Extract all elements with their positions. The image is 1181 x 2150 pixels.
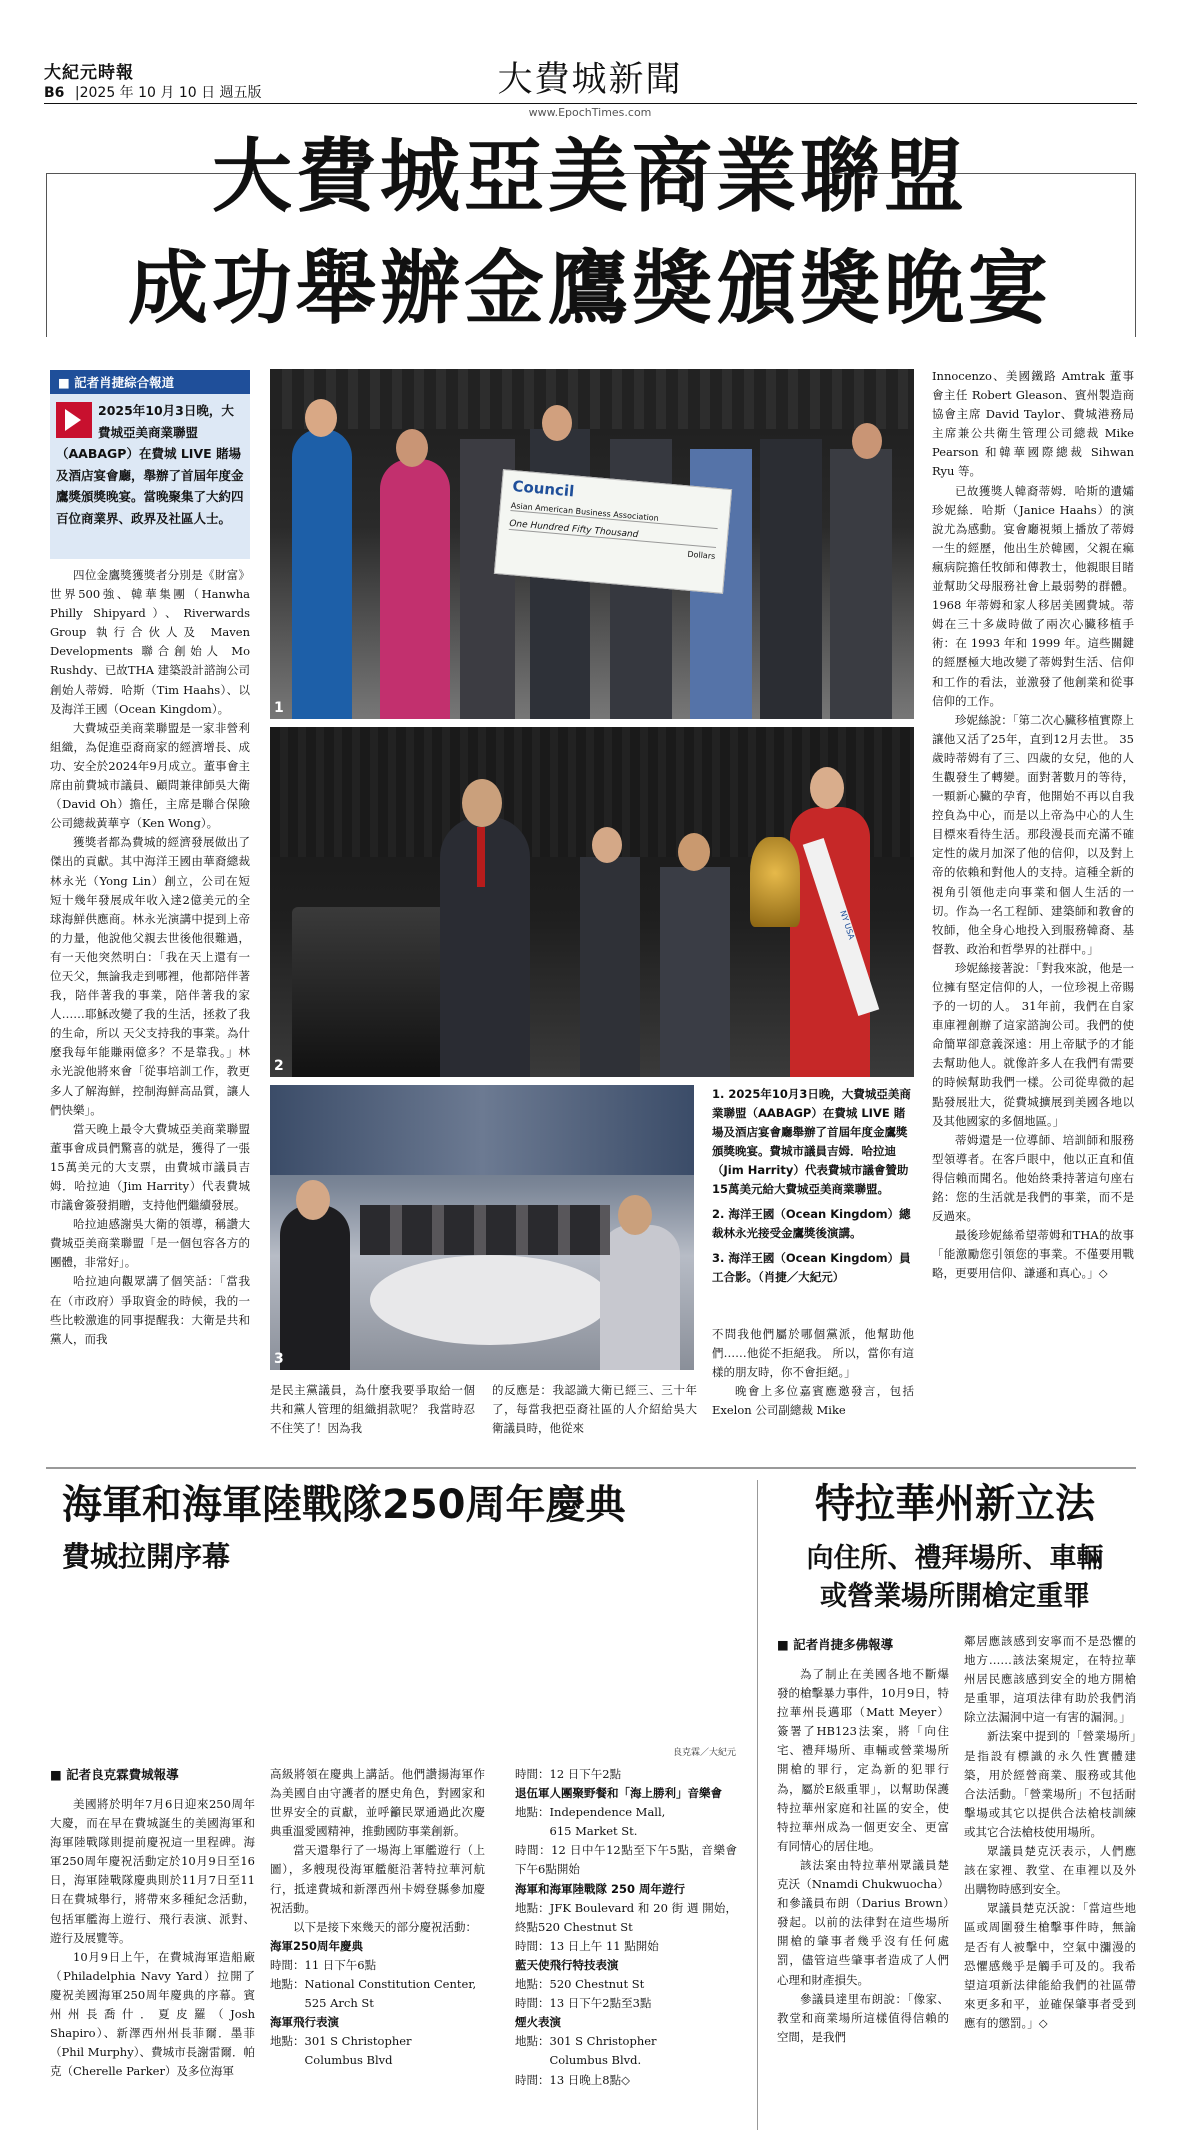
schedule-line: 時間：12 日中午12點至下午5點，音樂會下午6點開始 xyxy=(515,1843,737,1877)
paper-logo: 大紀元時報 xyxy=(44,63,134,83)
main-col-3 xyxy=(492,1381,697,1461)
navy-subhead: 費城拉開序幕 xyxy=(62,1540,231,1573)
schedule-heading: 退伍軍人團聚野餐和「海上勝利」音樂會 xyxy=(515,1786,722,1801)
photo-number: 3 xyxy=(274,1351,284,1367)
paragraph: 四位金鷹獎獲獎者分別是《財富》世界500強、韓華集團（Hanwha Philly Shipyard）、Riverwards Group 執行合伙人及 Maven Developments 聯合創始人 Mo Rushdy、已故THA 建築設計諮詢公司創始人蒂姆．哈斯（Tim Haahs）、以及海洋王國（Ocean Kingdom）。 xyxy=(50,568,250,716)
navy-col-3 xyxy=(515,1765,737,2135)
delaware-headline: 特拉華州新立法 xyxy=(815,1481,1095,1527)
schedule-line: 時間：13 日上午 11 點開始 xyxy=(515,1938,659,1953)
main-headline-1: 大費城亞美商業聯盟 xyxy=(212,129,968,223)
schedule-heading: 海軍和海軍陸戰隊 250 周年遊行 xyxy=(515,1881,686,1896)
lede-text: 2025年10月3日晚，大費城亞美商業聯盟（AABAGP）在費城 LIVE 賭場及酒店宴會廳，舉辦了首屆年度金鷹獎頒獎晚宴。當晚聚集了大約四百位商業界、政界及社區人士。 xyxy=(56,403,244,526)
main-col-5 xyxy=(932,367,1134,1467)
paragraph: 獲獎者都為費城的經濟發展做出了傑出的貢獻。其中海洋王國由華裔總裁林永光（Yong Lin）創立，公司在短短十幾年發展成年收入達2億美元的全球海鮮供應商。林永光演講中提到上帝的力量，他說他父親去世後他很難過，有一天他突然明白：「我在天上還有一位天父，無論我走到哪裡，他都陪伴著我，陪伴著我的事業，陪伴著我的家人……耶穌改變了我的生活，拯救了我的生命，所以 天父支持我的事業。為什麼我每年能賺兩億多？不是靠我。」林永光說他將來會「從事培訓工作，教更多人了解海鮮，控制海鮮高品質，讓人們快樂」。 xyxy=(50,835,250,1117)
site-url: www.EpochTimes.com xyxy=(528,106,652,119)
paragraph: 新法案中提到的「營業場所」是指設有標識的永久性實體建築，用於經營商業、服務或其他合法活動。「營業場所」不包括耐擊場或其它以提供合法槍枝訓練或其它合法槍枝使用場所。 xyxy=(964,1729,1136,1839)
paragraph: 晚會上多位嘉賓應邀發言，包括 Exelon 公司副總裁 Mike xyxy=(712,1384,914,1418)
main-col-1 xyxy=(50,566,250,1436)
lede-box xyxy=(50,394,250,559)
paragraph: 大費城亞美商業聯盟是一家非營利組織，為促進亞裔商家的經濟增長、成功、安全於2024年9月成立。董事會主席由前費城市議員、顧問兼律師吳大衛（David Oh）擔任，主席是聯合保險公司總裁黃華亨（Ken Wong）。 xyxy=(50,720,250,831)
photo-captions xyxy=(712,1085,914,1287)
paragraph: 高級將領在慶典上講話。他們讚揚海軍作為美國自由守護者的歷史角色，對國家和世界安全的貢獻，並呼籲民眾通過此次慶典重溫愛國精神，推動國防事業創新。 xyxy=(270,1767,485,1839)
section-divider xyxy=(46,1467,1136,1469)
navy-byline: ■ 記者良克霖費城報導 xyxy=(50,1767,179,1782)
delaware-subhead-1: 向住所、禮拜場所、車輛 xyxy=(806,1543,1104,1574)
main-byline: ■ 記者肖捷綜合報道 xyxy=(50,370,250,394)
paragraph: 參議員達里布朗說：「像家、教堂和商業場所這樣值得信賴的空間，是我們 xyxy=(777,1991,949,2044)
photo-number: 2 xyxy=(274,1058,284,1074)
schedule-heading: 海軍250周年慶典 xyxy=(270,1938,364,1953)
paragraph: 不問我他們屬於哪個黨派，他幫助他們……他從不拒絕我。 所以，當你有這樣的朋友時，你不會拒絕。」 xyxy=(712,1327,914,1380)
main-col-2 xyxy=(270,1381,475,1461)
schedule-heading: 煙火表演 xyxy=(515,2015,561,2030)
paragraph: 蒂姆還是一位導師、培訓師和服務型領導者。在客戶眼中，他以正直和值得信賴而聞名。他始終秉持著這句座右銘：您的生活就是我們的事業，而不是反過來。 xyxy=(932,1132,1134,1224)
paragraph: 已故獲獎人韓裔蒂姆．哈斯的遺孀珍妮絲．哈斯（Janice Haahs）的演說尤為感動。宴會廳視頻上播放了蒂姆一生的經歷，他出生於韓國，父親在痲瘋病院擔任牧師和傳教士，他親眼目睹並幫助父母服務社會上最弱勢的群體。 1968 年蒂姆和家人移居美國費城。蒂姆在三十多歲時做了兩次心臟移植手術：在 1993 年和 1999 年。這些關鍵的經歷極大地改變了蒂姆對生活、信仰和工作的看法，並激發了他創業和從事信仰的工作。 xyxy=(932,483,1134,708)
paragraph: 哈拉迪向觀眾講了個笑話：「當我在（市政府）爭取資金的時候，我的一些比較激進的同事提醒我：大衛是共和黨人，而我 xyxy=(50,1274,250,1346)
paragraph: 鄰居應該感到安寧而不是恐懼的地方……該法案規定，在特拉華州居民應該感到安全的地方開槍是重罪，這項法律有助於我們消除立法漏洞中這一有害的漏洞。」 xyxy=(964,1634,1136,1725)
schedule-line: 地點：JFK Boulevard 和 20 街 週 開始，終點520 Chestnut St xyxy=(515,1900,737,1934)
paragraph: Innocenzo、美國鐵路 Amtrak 董事會主任 Robert Gleason、賓州製造商協會主席 David Taylor、費城港務局主席兼公共衛生管理公司總裁 Mike Pearson 和韓華國際總裁 Sihwan Ryu 等。 xyxy=(932,369,1134,479)
photo-check-presentation xyxy=(270,369,914,719)
schedule-line: 地點：520 Chestnut St xyxy=(515,1977,645,1992)
paragraph: 以下是接下來幾天的部分慶祝活動： xyxy=(293,1919,477,1934)
check-logo: Council xyxy=(511,477,575,501)
paragraph: 美國將於明年7月6日迎來250周年大慶，而在早在費城誕生的美國海軍和海軍陸戰隊則提前慶祝這一里程碑。海軍250周年慶祝活動定於10月9日至16日，海軍陸戰隊慶典則於11月7日至11日在費城舉行，將帶來多種紀念活動，包括軍艦海上遊行、飛行表演、派對、遊行及展覽等。 xyxy=(50,1797,255,1945)
paragraph: 眾議員楚克沃說：「當這些地區或周圍發生槍擊事件時，無論是否有人被擊中，空氣中瀰漫的恐懼感幾乎是觸手可及的。我希望這項新法律能給我們的社區帶來更多和平，並確保肇事者受到應有的懲罰。」◇ xyxy=(964,1901,1136,2030)
schedule-line: 時間：11 日下午6點 xyxy=(270,1957,377,1972)
delaware-col-2 xyxy=(964,1632,1136,2137)
paragraph: 眾議員楚克沃表示，人們應該在家裡、教堂、在車裡以及外出購物時感到安全。 xyxy=(964,1844,1136,1897)
delaware-byline: ■ 記者肖捷多佛報導 xyxy=(777,1637,894,1652)
issue-date: 2025 年 10 月 10 日 週五版 xyxy=(79,85,262,101)
paragraph: 是民主黨議員，為什麼我要爭取給一個共和黨人管理的組織捐款呢？ 我當時忍不住笑了！因為我 xyxy=(270,1383,475,1436)
schedule-line: Columbus Blvd. xyxy=(515,2053,642,2068)
paragraph: 珍妮絲接著說：「對我來說，他是一位擁有堅定信仰的人，一位珍視上帝賜予的一切的人。 31年前，我們在自家車庫裡創辦了這家諮詢公司。我們的使命簡單卻意義深遠：用上帝賦予的才能去幫助他人。就像許多人在我們有需要的時候幫助我們一樣。公司從卑微的起點發展壯大，從費城擴展到美國各地以及其他國家的多個地區。」 xyxy=(932,960,1134,1128)
page-info: B6 |2025 年 10 月 10 日 週五版 xyxy=(44,85,262,101)
schedule-line: 地點：National Constitution Center, xyxy=(270,1977,477,1992)
navy-headline: 海軍和海軍陸戰隊250周年慶典 xyxy=(62,1482,626,1528)
photo-number: 1 xyxy=(274,700,284,716)
schedule-heading: 藍天使飛行特技表演 xyxy=(515,1957,619,1972)
caption-2: 2. 海洋王國（Ocean Kingdom）總裁林永光接受金鷹獎後演講。 xyxy=(712,1207,911,1240)
paragraph: 的反應是：我認識大衛已經三、三十年了，每當我把亞裔社區的人介紹給吳大衛議員時，他從來 xyxy=(492,1383,697,1436)
navy-photo-credit: 良克霖／大紀元 xyxy=(672,1748,736,1758)
schedule-line: 615 Market St. xyxy=(515,1824,638,1839)
caption-1: 1. 2025年10月3日晚，大費城亞美商業聯盟（AABAGP）在費城 LIVE 賭場及酒店宴會廳舉辦了首屆年度金鷹獎頒獎晚宴。費城市議員吉姆．哈拉迪（Jim Harrity）代表費城市議會贊助15萬美元給大費城亞美商業聯盟。 xyxy=(712,1087,911,1196)
check-dollars: Dollars xyxy=(687,549,716,561)
delaware-col-1 xyxy=(777,1665,949,2135)
arrow-icon xyxy=(56,402,92,438)
warship xyxy=(106,1624,666,1666)
paragraph: 哈拉迪感謝吳大衛的領導，稱讚大費城亞美商業聯盟「是一個包容各方的團體，非常好」。 xyxy=(50,1217,250,1270)
delaware-subhead-2: 或營業場所開槍定重罪 xyxy=(820,1581,1090,1612)
check-payee: Asian American Business Association xyxy=(510,501,718,529)
page-number: B6 xyxy=(44,85,65,101)
check-amount: One Hundred Fifty Thousand xyxy=(509,519,717,548)
section-title: 大費城新聞 xyxy=(497,60,683,100)
photo-staff-group xyxy=(270,1085,694,1370)
paragraph: 該法案由特拉華州眾議員楚克沃（Nnamdi Chukwuocha）和參議員布朗（Darius Brown）發起。以前的法律對在這些場所開槍的肇事者幾乎沒有任何處罰，儘管這些肇事者造成了人們心理和財產損失。 xyxy=(777,1857,949,1987)
paragraph: 最後珍妮絲希望蒂姆和THA的故事「能激勵您引領您的事業。不僅要用戰略，更要用信仰、謙遜和真心。」◇ xyxy=(932,1228,1134,1281)
schedule-line: 時間：12 日下午2點 xyxy=(515,1767,622,1781)
schedule-line: 地點：Independence Mall, xyxy=(515,1805,666,1820)
schedule-line: 地點：301 S Christopher xyxy=(270,2034,412,2049)
schedule-heading: 海軍飛行表演 xyxy=(270,2015,339,2030)
schedule-line: 525 Arch St xyxy=(270,1996,374,2011)
photo-award-speech xyxy=(270,727,914,1077)
column-divider xyxy=(757,1480,758,2130)
sash: NY USA xyxy=(803,838,880,1016)
masthead-rule xyxy=(44,103,1137,104)
schedule-line: Columbus Blvd xyxy=(270,2053,393,2068)
paragraph: 為了制止在美國各地不斷爆發的槍擊暴力事件，10月9日，特拉華州長邁耶（Matt Meyer）簽署了HB123法案，將「向住宅、禮拜場所、車輛或營業場所開槍的罪行，定為新的犯罪行為，屬於E級重罪」，以幫助保護特拉華州家庭和社區的安全，使特拉華州成為一個更安全、更富有同情心的居住地。 xyxy=(777,1667,949,1853)
paragraph: 珍妮絲說：「第二次心臟移植實際上讓他又活了25年，直到12月去世。 35歲時蒂姆有了三、四歲的女兒，他的人生觀發生了轉變。面對著數月的等待，一顆新心臟的孕育，他開始不再以自我控負為中心，而是以上帝為中心的人生目標來看待生活。那段漫長而充滿不確定性的歲月加深了他的信仰，以及對上帝的依賴和對他人的支持。這種全新的視角引領他走向事業和個人生活的一切。作為一名工程師、建築師和教會的牧師，他全身心地投入到服務韓裔、基督教、政治和哲學界的社群中。」 xyxy=(932,712,1134,956)
caption-3: 3. 海洋王國（Ocean Kingdom）員工合影。（肖捷／大紀元） xyxy=(712,1251,911,1284)
main-headline-2: 成功舉辦金鷹獎頒獎晚宴 xyxy=(128,241,1052,335)
main-col-4 xyxy=(712,1325,914,1465)
schedule-line: 地點：301 S Christopher xyxy=(515,2034,657,2049)
schedule-line: 時間：13 日下午2點至3點 xyxy=(515,1996,652,2011)
eagle-trophy-icon xyxy=(750,837,800,927)
paragraph: 當天晚上最令大費城亞美商業聯盟董事會成員們驚喜的就是，獲得了一張15萬美元的大支票，由費城市議員吉姆．哈拉迪（Jim Harrity）代表費城市議會簽發捐贈，支持他們繼續發展。 xyxy=(50,1121,250,1213)
paragraph: 當天還舉行了一場海上軍艦遊行（上圖），多艘現役海軍艦艇沿著特拉華河航行，抵達費城和新澤西州卡姆登縣參加慶祝活動。 xyxy=(270,1843,485,1915)
navy-col-1 xyxy=(50,1795,255,2135)
big-check xyxy=(494,469,732,594)
paragraph: 10月9日上午，在費城海軍造船廠（Philadelphia Navy Yard）拉開了慶祝美國海軍250周年慶典的序幕。賓州州長喬什．夏皮羅（Josh Shapiro）、新澤西州州長菲爾．墨菲（Phil Murphy）、費城市長謝雷爾．帕克（Cherelle Parker）及多位海軍 xyxy=(50,1949,255,2079)
navy-col-2 xyxy=(270,1765,485,2135)
schedule-line: 時間：13 日晚上8點◇ xyxy=(515,2072,630,2087)
